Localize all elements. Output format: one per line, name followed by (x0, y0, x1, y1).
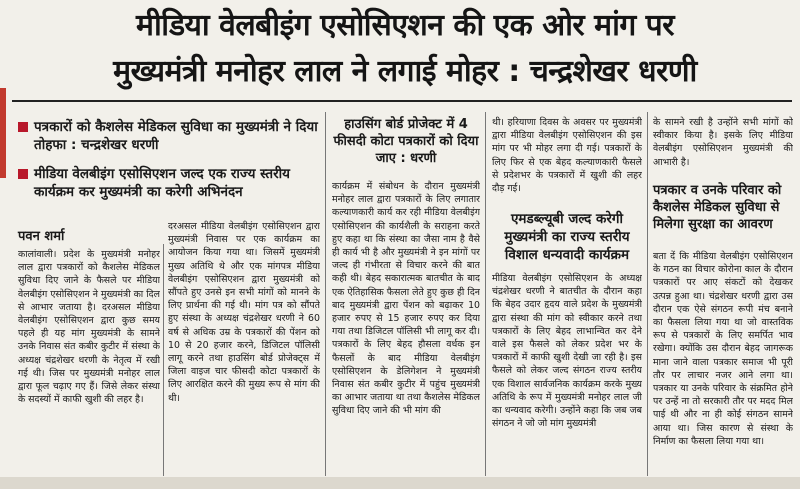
subheading-thanksgiving-event: एमडब्ल्यूबी जल्द करेगी मुख्यमंत्री का राज्य स्तरीय विशाल धन्यवादी कार्यक्रम (504, 211, 630, 263)
column-divider (163, 244, 164, 476)
subheading-family-security: पत्रकार व उनके परिवार को कैशलेस मेडिकल सुविधा से मिलेगा सुरक्षा का आवरण (653, 183, 782, 232)
subheading-housing-quota: हाउसिंग बोर्ड प्रोजेक्ट में 4 फीसदी कोटा पत्रकारों को दिया जाए : धरणी (333, 117, 479, 166)
article-column-1: कालांवाली। प्रदेश के मुख्यमंत्री मनोहर लाल द्वारा पत्रकारों को कैशलेस मेडिकल सुविधा दिए जाने के फैसले पर मीडिया वेलबीइंग एसोसिएशन ने मुख्यमंत्री का दिल से आभार जताया है। दरअसल मीडिया वेलबीइंग एसोसिएशन द्वारा कुछ समय पहले ही यह मांग मुख्यमंत्री के सामने उनके निवास संत कबीर कुटीर में संस्था के अध्यक्ष चंद्रशेखर धरणी के नेतृत्व में रखी गई थी। जिस पर मुख्यमंत्री मनोहर लाल द्वारा फूल चढ़ाए गए हैं। जिसे लेकर संस्था के सदस्यों में काफी खुशी की लहर है। (18, 249, 160, 406)
column-divider (485, 112, 486, 476)
article-column-5-top: के सामने रखी है उन्होंने सभी मांगों को स्वीकार किया है। इसके लिए मीडिया वेलबीइंग एसोसिएशन मुख्यमंत्री की आभारी है। (653, 117, 793, 168)
headline-line-1: मीडिया वेलबीइंग एसोसिएशन की एक ओर मांग पर (136, 8, 674, 43)
bullet-point-1: पत्रकारों को कैशलेस मेडिकल सुविधा का मुख्यमंत्री ने दिया तोहफा : चन्द्रशेखर धरणी (18, 118, 318, 154)
headline-line-2: मुख्यमंत्री मनोहर लाल ने लगाई मोहर : चन्द्रशेखर धरणी (113, 54, 697, 89)
article-column-4: मीडिया वेलबीइंग एसोसिएशन के अध्यक्ष चंद्रशेखर धरणी ने बातचीत के दौरान कहा कि बेहद उदार हृदय वाले प्रदेश के मुख्यमंत्री द्वारा संस्था की मांग को स्वीकार करने तथा पत्रकारों के लिए बेहद लाभान्वित कर देने वाले इस फैसले को लेकर प्रदेश भर के पत्रकारों में काफी खुशी देखी जा रही है। इस फैसले को लेकर जल्द संगठन राज्य स्तरीय एक विशाल सार्वजनिक कार्यक्रम करके मुख्य अतिथि के रूप में मुख्यमंत्री मनोहर लाल जी का धन्यवाद करेगी। उन्होंने कहा कि जब जब संगठन ने जो जो मांग मुख्यमंत्री (492, 273, 642, 430)
column-divider (647, 112, 648, 476)
bottom-page-strip (0, 477, 800, 489)
bullet-point-2: मीडिया वेलबीइंग एसोसिएशन जल्द एक राज्य स्तरीय कार्यक्रम कर मुख्यमंत्री का करेगी अभिनंदन (18, 165, 318, 201)
article-column-2: दरअसल मीडिया वेलबीइंग एसोसिएशन द्वारा मुख्यमंत्री निवास पर एक कार्यक्रम का आयोजन किया गया था। जिसमें मुख्यमंत्री मुख्य अतिथि थे और एक मांगपत्र मीडिया वेलबीइंग एसोसिएशन द्वारा मुख्यमंत्री को सौंपते हुए उनसे इन सभी मांगों को मानने के लिए प्रार्थना की गई थी। मांग पत्र को सौंपते हुए संस्था के अध्यक्ष चंद्रशेखर धरणी ने 60 वर्ष से अधिक उम्र के पत्रकारों की पेंशन को 10 से 20 हजार करने, डिजिटल पॉलिसी लागू करने तथा हाउसिंग बोर्ड प्रोजेक्ट्स में जिला वाइज चार फीसदी कोटा पत्रकारों के लिए आरक्षित करने की मुख्य रूप से मांग की थी। (168, 221, 320, 404)
red-square-icon (18, 169, 28, 179)
article-column-5: बता दें कि मीडिया वेलबीइंग एसोसिएशन के गठन का विचार कोरोना काल के दौरान पत्रकारों पर आए संकटों को देखकर उत्पन्न हुआ था। चंद्रशेखर धरणी द्वारा उस दौरान एक ऐसे संगठन रूपी मंच बनाने का फैसला लिया गया था जो वास्तविक रूप से पत्रकारों के लिए समर्पित भाव रखेगा। क्योंकि उस दौरान बेहद जागरूक माना जाने वाला पत्रकार समाज भी पूरी तौर पर लाचार नजर आने लगा था। पत्रकार या उनके परिवार के संक्रमित होने पर उन्हें ना तो सरकारी तौर पर मदद मिल पाई थी और ना ही कोई संगठन सामने आया था। जिस कारण से संस्था के निर्माण का फैसला लिया गया था। (653, 251, 793, 447)
article-column-4-top: थी। हरियाणा दिवस के अवसर पर मुख्यमंत्री द्वारा मीडिया वेलबीइंग एसोसिएशन की इस मांग पर भी मोहर लगा दी गई। पत्रकारों के लिए फिर से एक बेहद कल्याणकारी फैसले से प्रदेशभर के पत्रकारों में खुशी की लहर दौड़ गई। (492, 117, 642, 195)
byline: पवन शर्मा (18, 229, 65, 244)
column-divider (325, 112, 326, 476)
red-square-icon (18, 122, 28, 132)
headline-rule (12, 100, 792, 102)
article-column-3: कार्यक्रम में संबोधन के दौरान मुख्यमंत्री मनोहर लाल द्वारा पत्रकारों के लिए लगातार कल्याणकारी कार्य कर रही मीडिया वेलबीइंग एसोसिएशन की कार्यशैली के सराहना करते हुए कहा था कि संस्था का जैसा नाम है वैसे ही कार्य भी है और मुख्यमंत्री ने इन मांगों पर जल्द ही गंभीरता से विचार करने की बात कही थी। बेहद सकारात्मक बातचीत के बाद एक ऐतिहासिक फैसला लेते हुए कुछ ही दिन बाद मुख्यमंत्री द्वारा पेंशन को बढ़ाकर 10 हजार रुपए से 15 हजार रुपए कर दिया गया तथा डिजिटल पॉलिसी भी लागू कर दी। पत्रकारों के लिए बेहद हौसला वर्धक इन फैसलों के बाद मीडिया वेलबीइंग एसोसिएशन के डेलिगेशन ने मुख्यमंत्री निवास संत कबीर कुटीर में पहुंच मुख्यमंत्री का आभार जताया था तथा कैशलेस मेडिकल सुविधा दिए जाने की भी मांग की (332, 181, 480, 417)
left-page-edge (0, 88, 6, 178)
